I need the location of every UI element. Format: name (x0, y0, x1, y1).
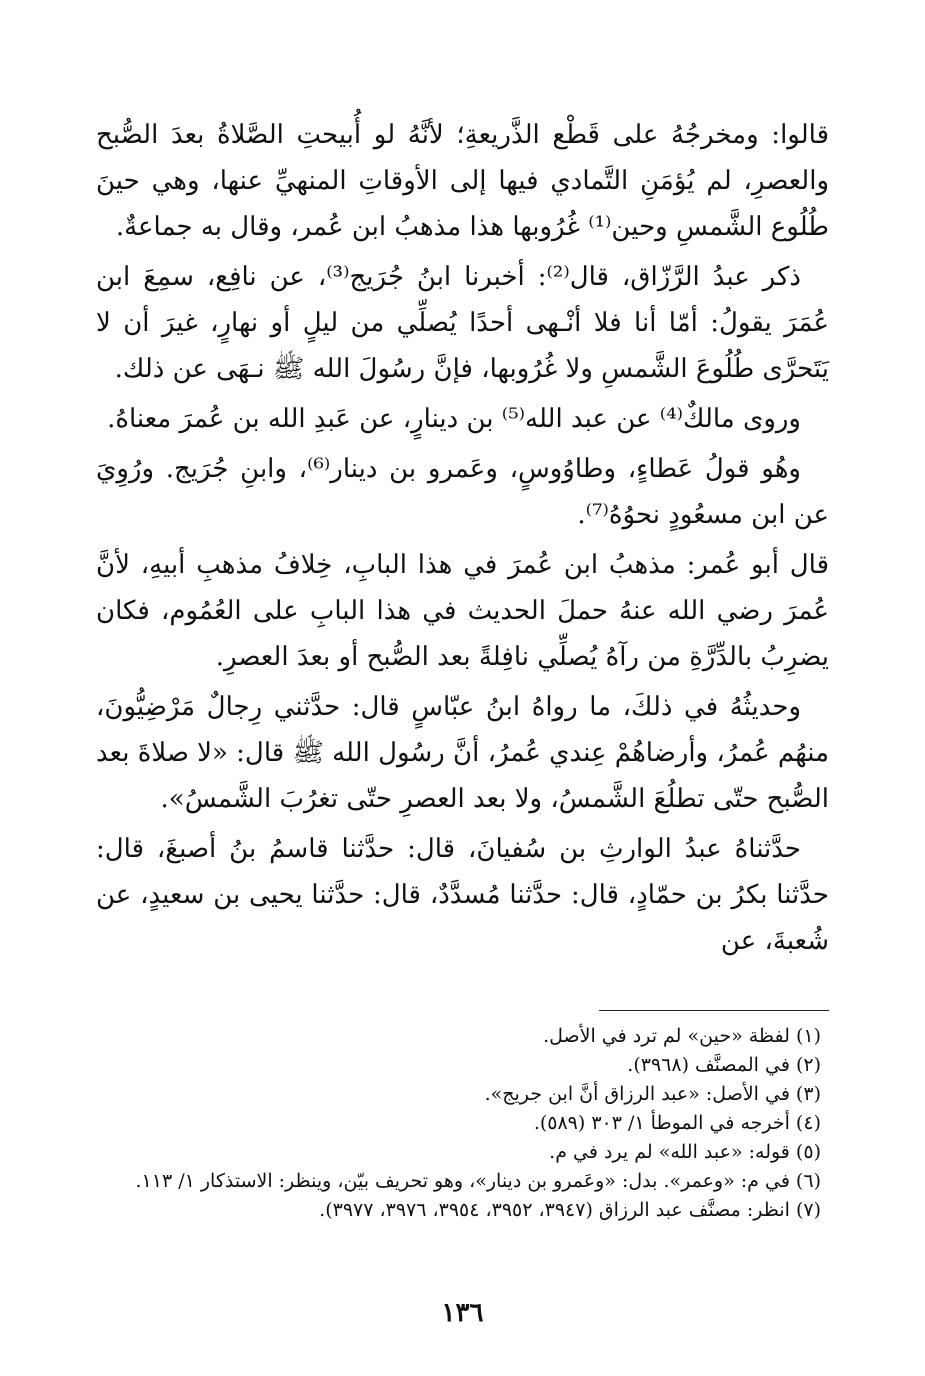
paragraph-4: وهُو قولُ عَطاءٍ، وطاوُوسٍ، وعَمرو بن دينار⁽⁶⁾، وابنِ جُرَيج. ورُوِيَ عن ابن مسعُودٍ نحوُهُ⁽⁷⁾. (96, 454, 829, 530)
footnote-divider (599, 1010, 829, 1011)
paragraph-5: قال أبو عُمر: مذهبُ ابن عُمرَ في هذا البابِ، خِلافُ مذهبِ أبيهِ، لأنَّ عُمرَ رضي الله عنهُ حملَ الحديث في هذا البابِ على العُمُوم، فكان يضرِبُ بالدِّرَّةِ من رآهُ يُصلِّي نافِلةً بعد الصُّبح أو بعدَ العصرِ. (96, 550, 829, 672)
page-number: ١٣٦ (441, 1298, 484, 1328)
paragraph-2: ذكر عبدُ الرَّزّاق، قال⁽²⁾: أخبرنا ابنُ جُرَيج⁽³⁾، عن نافِع، سمِعَ ابن عُمَرَ يقولُ: أمّا أنا فلا أنْـهى أحدًا يُصلِّي من ليلٍ أو نهارٍ، غيرَ أن لا يَتَحرَّى طُلُوعَ الشَّمسِ ولا غُرُوبها، فإنَّ رسُولَ الله ﷺ نـهَى عن ذلك. (96, 262, 829, 384)
footnote-7: (٧) انظر: مصنَّف عبد الرزاق (٣٩٤٧، ٣٩٥٢، ٣٩٥٤، ٣٩٧٦، ٣٩٧٧). (319, 1199, 821, 1221)
paragraph-7: حدَّثناهُ عبدُ الوارثِ بن سُفيانَ، قال: حدَّثنا قاسمُ بنُ أصبغَ، قال: حدَّثنا بكرُ بن حمّادٍ، قال: حدَّثنا مُسدَّدٌ، قال: حدَّثنا يحيى بن سعيدٍ، عن شُعبةَ، عن (96, 834, 829, 956)
footnote-2: (٢) في المصنَّف (٣٩٦٨). (627, 1054, 821, 1076)
footnote-3: (٣) في الأصل: «عبد الرزاق أنَّ ابن جريج». (484, 1083, 821, 1105)
main-text (96, 112, 829, 968)
footnote-4: (٤) أخرجه في الموطأ ١/ ٣٠٣ (٥٨٩). (533, 1112, 821, 1134)
footnote-5: (٥) قوله: «عبد الله» لم يرد في م. (549, 1141, 821, 1163)
footnote-1: (١) لفظة «حين» لم ترد في الأصل. (543, 1025, 821, 1047)
footnotes (96, 1022, 821, 1225)
footnote-6: (٦) في م: «وعمر». بدل: «وعَمرو بن دينار»، وهو تحريف بيّن، وينظر: الاستذكار ١/ ١١٣. (135, 1170, 821, 1192)
paragraph-3: وروى مالكٌ⁽⁴⁾ عن عبد الله⁽⁵⁾ بن دينارٍ، عن عَبدِ الله بن عُمرَ معناهُ. (107, 404, 801, 434)
paragraph-1: قالوا: ومخرجُهُ على قَطْع الذَّريعةِ؛ لأنَّهُ لو أُبيحتِ الصَّلاةُ بعدَ الصُّبح والعصرِ، لم يُؤمَنِ التَّمادي فيها إلى الأوقاتِ المنهيِّ عنها، وهي حينَ طُلُوع الشَّمسِ وحين⁽¹⁾ غُرُوبها هذا مذهبُ ابن عُمر، وقال به جماعةٌ. (96, 120, 829, 242)
paragraph-6: وحديثُهُ في ذلكَ، ما رواهُ ابنُ عبّاسٍ قال: حدَّثني رِجالٌ مَرْضِيُّونَ، منهُم عُمرُ، وأرضاهُمْ عِندي عُمرُ، أنَّ رسُول الله ﷺ قال: «لا صلاةَ بعد الصُّبح حتّى تطلُعَ الشَّمسُ، ولا بعد العصرِ حتّى تغرُبَ الشَّمسُ». (96, 692, 829, 814)
